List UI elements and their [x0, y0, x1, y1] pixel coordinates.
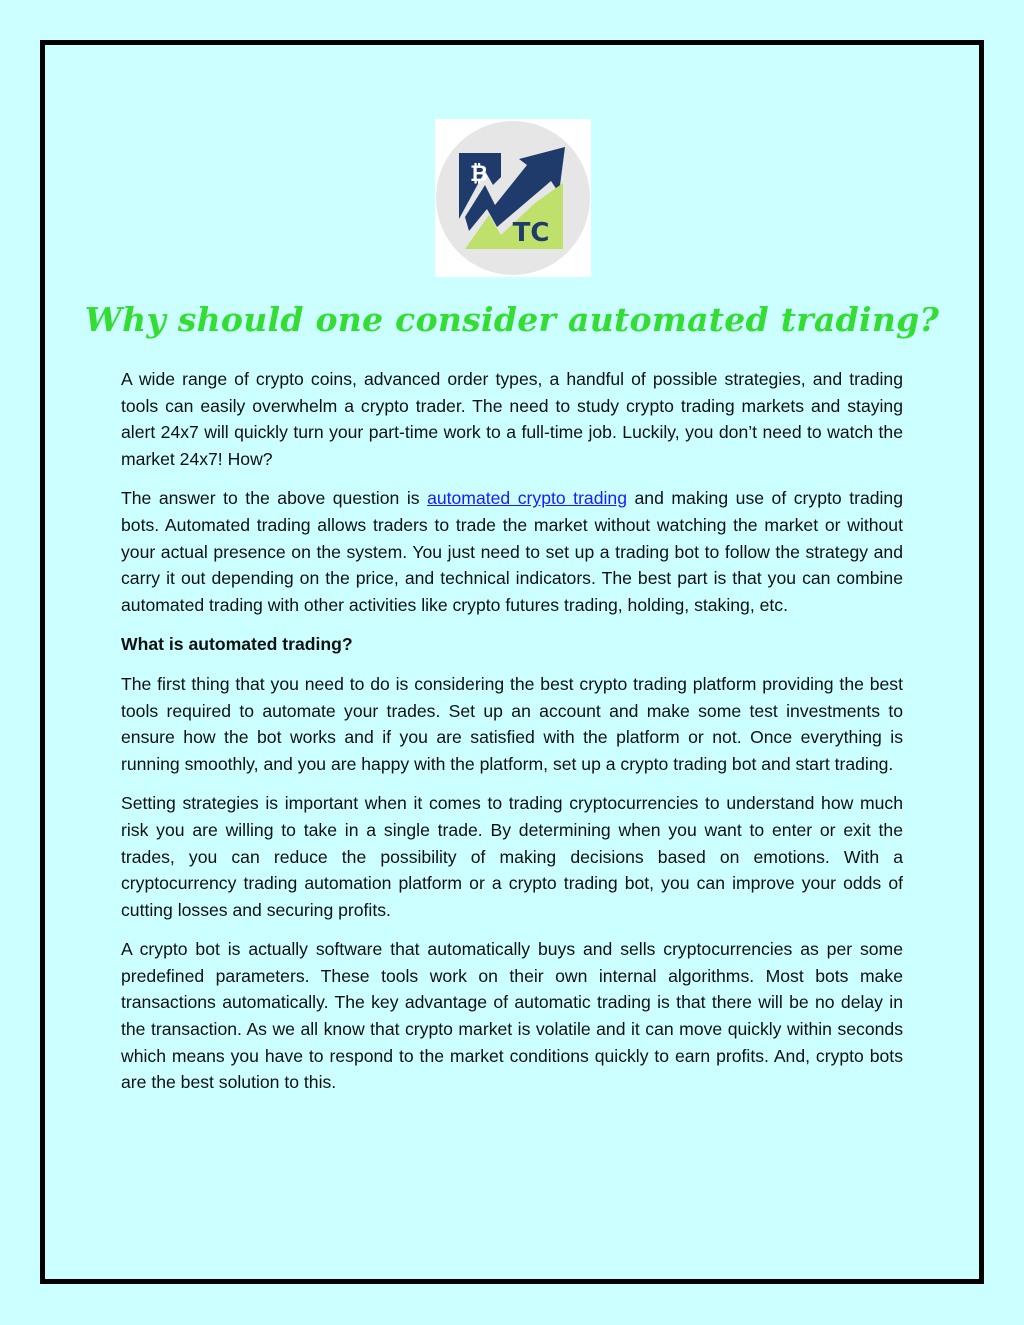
paragraph-answer-rest: and making use of crypto trading bots. Automated trading allows traders to trade the market without watching the market or without your actual presence on the system. You just need to set up a trading bot to follow the strategy and carry it out depending on the price, and technical indicators. The best part is that you can combine automated trading with other activities like crypto futures trading, holding, staking, etc. [121, 488, 903, 615]
logo-text: TC [512, 218, 550, 248]
page-title: Why should one consider automated trading? [84, 300, 940, 339]
paragraph-strategies: Setting strategies is important when it comes to trading cryptocurrencies to understand how much risk you are willing to take in a single trade. By determining when you want to enter or exit the trades, you can reduce the possibility of making decisions based on emotions. With a cryptocurrency trading automation platform or a crypto trading bot, you can improve your odds of cutting losses and securing profits. [121, 793, 903, 920]
logo [435, 119, 591, 277]
logo-bitcoin-symbol: ₿ [470, 162, 488, 187]
paragraph-crypto-bot: A crypto bot is actually software that automatically buys and sells cryptocurrencies as per some predefined parameters. These tools work on their own internal algorithms. Most bots make transactions automatically. The key advantage of automatic trading is that there will be no delay in the transaction. As we all know that crypto market is volatile and it can move quickly within seconds which means you have to respond to the market conditions quickly to earn profits. And, crypto bots are the best solution to this. [121, 939, 903, 1093]
paragraph-answer [121, 485, 903, 618]
section-heading: What is automated trading? [121, 634, 353, 655]
paragraph-answer-start: The answer to the above question is [121, 488, 428, 509]
automated-crypto-trading-link[interactable]: automated crypto trading [427, 488, 627, 509]
paragraph-intro: A wide range of crypto coins, advanced order types, a handful of possible strategies, and trading tools can easily overwhelm a crypto trader. The need to study crypto trading markets and staying alert 24x7 will quickly turn your part-time work to a full-time job. Luckily, you don’t need to watch the market 24x7! How? [121, 369, 903, 469]
bitcoin-tc-logo-icon [435, 119, 591, 277]
article-body [121, 366, 903, 1109]
paragraph-first-thing: The first thing that you need to do is considering the best crypto trading platform providing the best tools required to automate your trades. Set up an account and make some test investments to ensure how the bot works and if you are satisfied with the platform or not. Once everything is running smoothly, and you are happy with the platform, set up a crypto trading bot and start trading. [121, 673, 903, 774]
